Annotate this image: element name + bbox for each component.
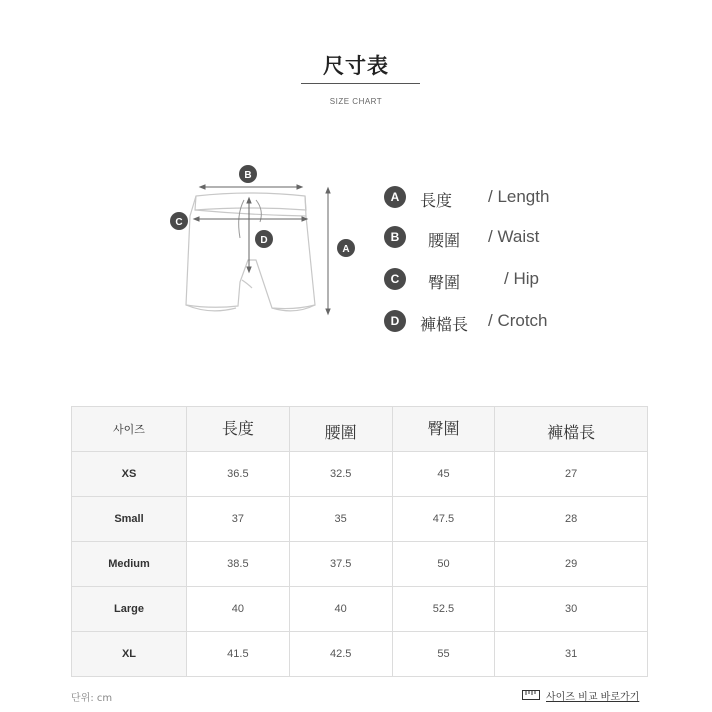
page-title: 尺寸表 [323,54,389,78]
cell-length: 41.5 [187,632,290,677]
cell-length: 40 [187,587,290,632]
cell-waist: 32.5 [289,452,392,497]
row-size-label: XL [72,632,187,677]
legend-badge: A [384,186,406,208]
header-hip: 臀圍 [392,407,495,452]
cell-waist: 40 [289,587,392,632]
cell-length: 37 [187,497,290,542]
legend-label-en: / Hip [504,269,539,288]
header-waist: 腰圍 [289,407,392,452]
cell-waist: 37.5 [289,542,392,587]
ruler-icon [522,690,540,700]
row-size-label: XS [72,452,187,497]
cell-length: 38.5 [187,542,290,587]
measurement-legend [384,180,634,340]
size-table [71,406,648,677]
legend-label-cn: 長度 [420,191,453,210]
legend-label-en: / Length [488,187,550,206]
cell-waist: 35 [289,497,392,542]
cell-crotch: 30 [495,587,648,632]
legend-badge: D [384,310,406,332]
cell-waist: 42.5 [289,632,392,677]
cell-hip: 45 [392,452,495,497]
marker-a-label: A [342,244,350,255]
legend-badge: C [384,268,406,290]
table-row [72,497,648,542]
title-divider [301,83,420,84]
legend-item-hip [384,266,634,292]
legend-label-cn: 腰圍 [428,231,461,250]
legend-item-length [384,184,634,210]
cell-hip: 50 [392,542,495,587]
legend-item-waist [384,224,634,250]
shorts-measurement-diagram [160,160,370,335]
row-size-label: Medium [72,542,187,587]
row-size-label: Small [72,497,187,542]
cell-crotch: 31 [495,632,648,677]
legend-label-cn: 臀圍 [428,273,461,292]
cell-crotch: 28 [495,497,648,542]
marker-b-label: B [244,170,252,181]
cell-crotch: 27 [495,452,648,497]
legend-label-cn: 褲檔長 [420,315,469,334]
marker-d-badge [255,230,273,248]
legend-label-en: / Waist [488,227,540,246]
table-row [72,452,648,497]
marker-a-badge [337,239,355,257]
legend-label-en: / Crotch [488,311,548,330]
marker-b-badge [239,165,257,183]
row-size-label: Large [72,587,187,632]
shorts-illustration [186,193,315,311]
unit-note: 단위: cm [71,693,113,704]
marker-c-label: C [175,217,183,228]
cell-length: 36.5 [187,452,290,497]
table-row [72,542,648,587]
table-row [72,587,648,632]
table-header-row [72,407,648,452]
legend-badge: B [384,226,406,248]
size-compare-link[interactable] [522,687,639,703]
page-subtitle: SIZE CHART [329,97,383,106]
marker-c-badge [170,212,188,230]
cell-hip: 55 [392,632,495,677]
marker-d-label: D [260,235,268,246]
cell-crotch: 29 [495,542,648,587]
table-row [72,632,648,677]
cell-hip: 52.5 [392,587,495,632]
header-length: 長度 [187,407,290,452]
header-crotch: 褲檔長 [495,407,648,452]
legend-item-crotch [384,308,634,334]
header-size: 사이즈 [72,407,187,452]
size-compare-label[interactable]: 사이즈 비교 바로가기 [546,691,640,703]
cell-hip: 47.5 [392,497,495,542]
